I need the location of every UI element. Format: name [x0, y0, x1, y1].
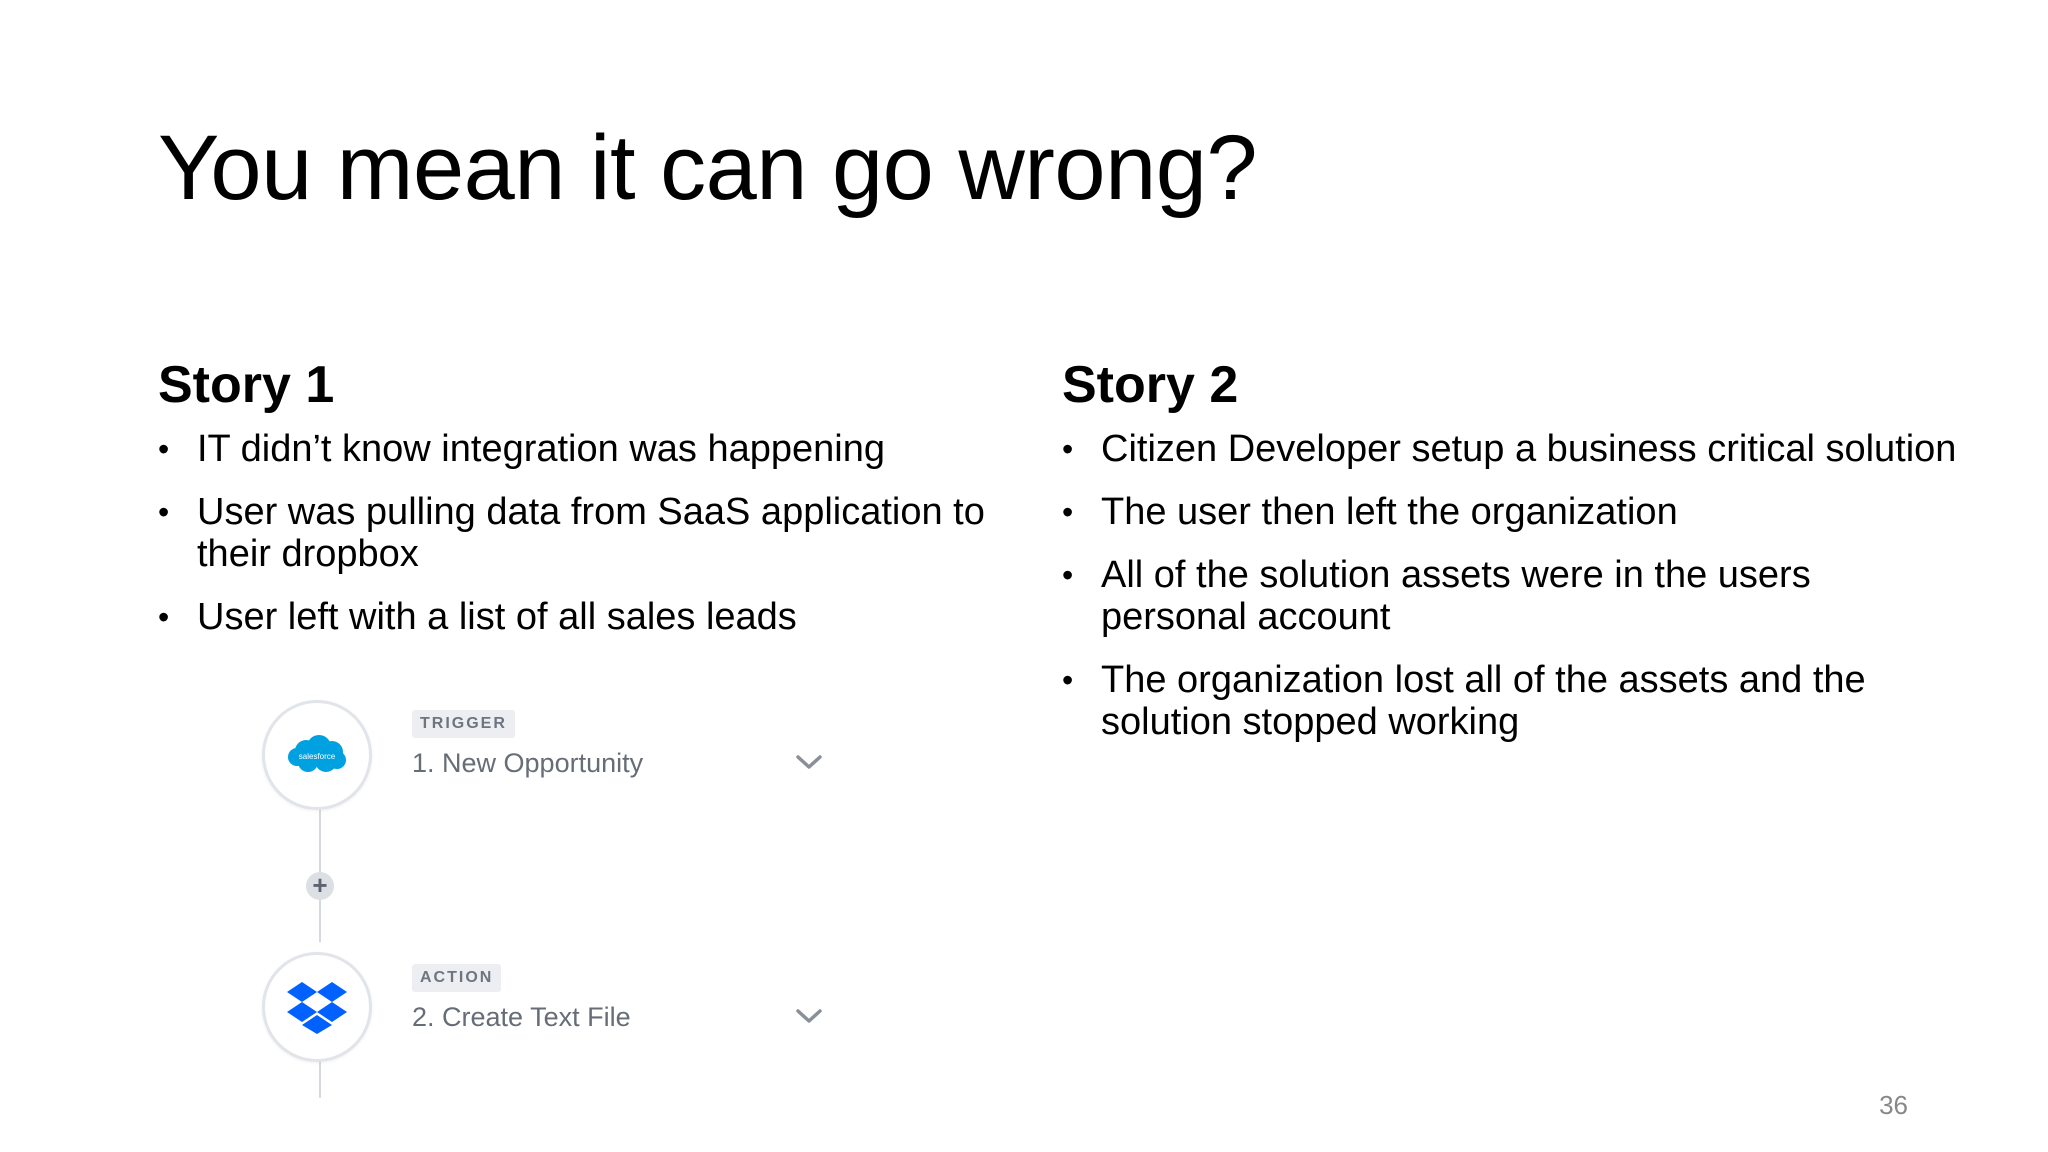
- list-item: • User left with a list of all sales leads: [158, 595, 797, 638]
- add-step-button[interactable]: +: [306, 872, 334, 900]
- bullet-dot: •: [1062, 430, 1074, 467]
- bullet-dot: •: [158, 598, 170, 635]
- action-step-label[interactable]: 2. Create Text File: [412, 1002, 631, 1032]
- salesforce-logo-text: salesforce: [298, 752, 336, 761]
- list-item: • The user then left the organization: [1062, 490, 1678, 533]
- bullet-dot: •: [1062, 493, 1074, 530]
- bullet-dot: •: [1062, 661, 1074, 698]
- story-2-heading: Story 2: [1062, 356, 1239, 414]
- chevron-down-icon[interactable]: [794, 1006, 824, 1026]
- dropbox-icon: [287, 980, 347, 1034]
- story-2-bullets: [1062, 428, 1962, 743]
- action-badge: ACTION: [412, 964, 501, 992]
- bullet-dot: •: [158, 430, 170, 467]
- salesforce-cloud-icon: [286, 734, 348, 776]
- trigger-app-circle: [262, 700, 372, 810]
- story-1-bullets: [158, 428, 1028, 638]
- story-1-column: [158, 356, 1028, 659]
- list-item: • IT didn’t know integration was happening: [158, 427, 885, 470]
- bullet-dot: •: [1062, 556, 1074, 593]
- page-number: 36: [1879, 1090, 1908, 1120]
- chevron-down-icon[interactable]: [794, 752, 824, 772]
- trigger-step-label[interactable]: 1. New Opportunity: [412, 748, 644, 778]
- action-app-circle: [262, 952, 372, 1062]
- list-item: • All of the solution assets were in the users personal account: [1062, 553, 1811, 638]
- story-1-heading: Story 1: [158, 356, 335, 414]
- list-item: • User was pulling data from SaaS application to their dropbox: [158, 490, 985, 575]
- list-item: • Citizen Developer setup a business critical solution: [1062, 427, 1957, 470]
- bullet-dot: •: [158, 493, 170, 530]
- story-2-column: [1062, 356, 1962, 764]
- trigger-badge: TRIGGER: [412, 710, 515, 738]
- zap-workflow-illustration: [262, 700, 862, 1100]
- list-item: • The organization lost all of the assets and the solution stopped working: [1062, 658, 1866, 743]
- slide-title: You mean it can go wrong?: [158, 117, 1258, 219]
